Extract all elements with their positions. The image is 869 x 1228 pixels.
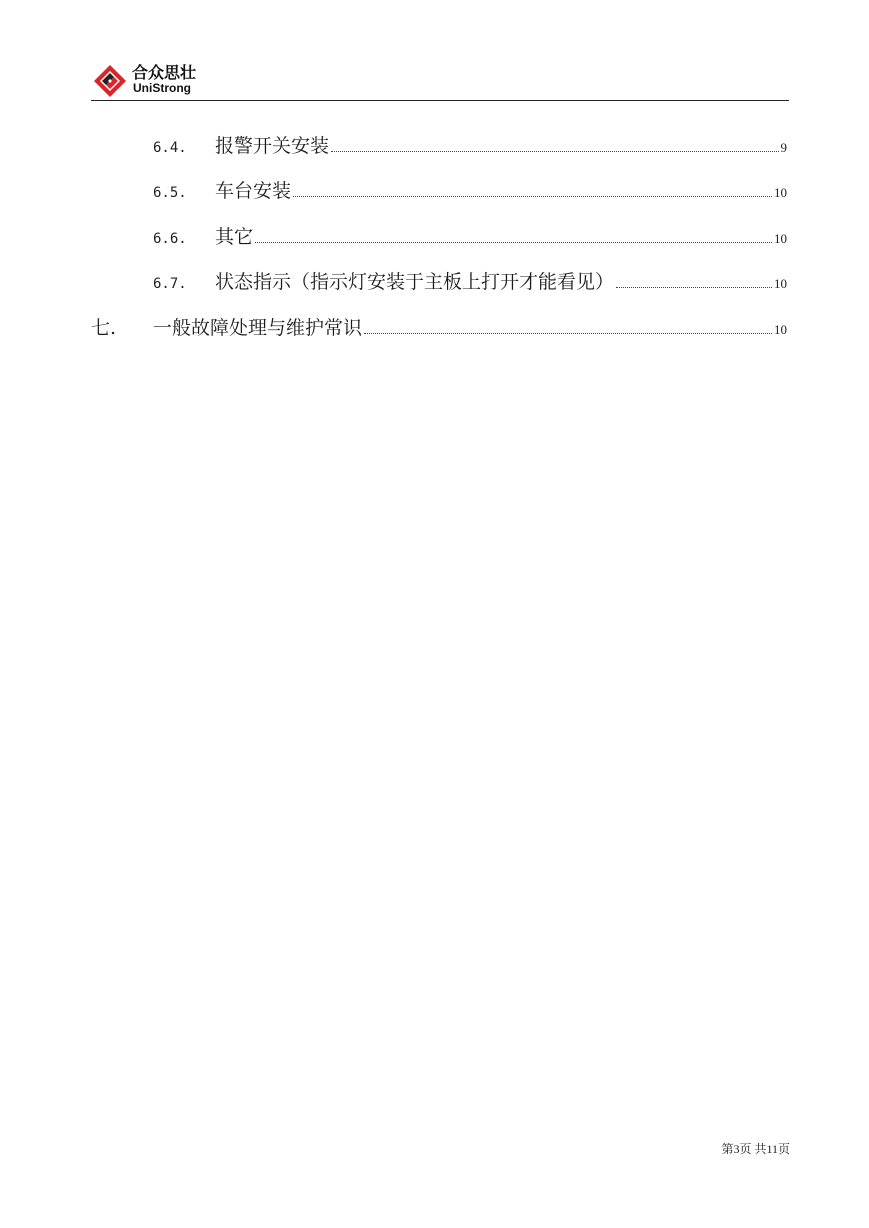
- logo-chinese-name: 合众思壮: [132, 63, 197, 82]
- toc-entry-number: 6.7.: [153, 276, 187, 292]
- page-footer-number: 第3页 共11页: [721, 1142, 790, 1156]
- toc-entry-number: 七.: [91, 317, 117, 339]
- toc-entry-page: 10: [774, 231, 787, 246]
- page-header: [91, 60, 789, 101]
- toc-entry-page: 10: [774, 322, 787, 337]
- toc-entry-title: 报警开关安装: [215, 135, 330, 157]
- toc-leader-dots: [255, 241, 772, 243]
- unistrong-logo-icon: [93, 64, 127, 98]
- logo-english-name: UniStrong: [133, 81, 191, 95]
- company-logo: [93, 62, 203, 98]
- toc-entry-page: 10: [774, 185, 787, 200]
- toc-entry-title: 状态指示（指示灯安装于主板上打开才能看见）: [215, 271, 615, 293]
- toc-leader-dots: [364, 332, 772, 334]
- toc-entry-title: 其它: [215, 226, 254, 248]
- toc-entry-number: 6.6.: [153, 231, 187, 247]
- toc-entry[interactable]: [153, 132, 787, 158]
- toc-entry-number: 6.4.: [153, 140, 187, 156]
- toc-leader-dots: [293, 195, 772, 197]
- toc-entry[interactable]: [153, 177, 787, 203]
- toc-entry[interactable]: [153, 223, 787, 249]
- toc-leader-dots: [616, 286, 772, 288]
- toc-entry[interactable]: [153, 268, 787, 294]
- toc-entry[interactable]: [91, 314, 787, 340]
- toc-entry-number: 6.5.: [153, 185, 187, 201]
- toc-entry-title: 车台安装: [215, 180, 292, 202]
- toc-leader-dots: [331, 150, 778, 152]
- toc-entry-page: 9: [780, 140, 787, 155]
- toc-entry-page: 10: [774, 276, 787, 291]
- toc-entry-title: 一般故障处理与维护常识: [153, 317, 363, 339]
